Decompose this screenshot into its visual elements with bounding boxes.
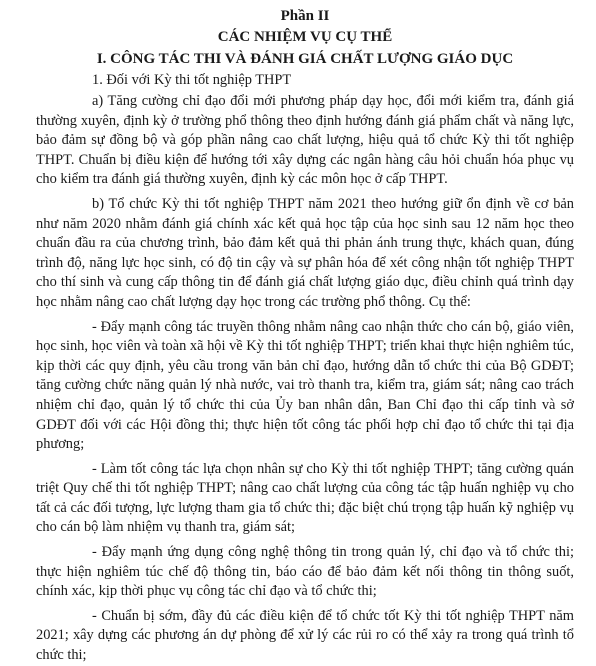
bullet-preparation: - Chuẩn bị sớm, đầy đủ các điều kiện để tổ chức tốt Kỳ thi tốt nghiệp THPT năm 2021; xây dựng các phương án dự phòng để xử lý các rủi ro có thể xảy ra trong quá trình tổ chức thi; xyxy=(36,607,574,664)
bullet-technology: - Đẩy mạnh ứng dụng công nghệ thông tin trong quản lý, chỉ đạo và tổ chức thi; thực hiện nghiêm túc chế độ thông tin, báo cáo để bảo đảm kết nối thông tin thông suốt, chính xác, kịp thời phục vụ công tác chỉ đạo và tổ chức thi; xyxy=(36,544,574,600)
bullet-communication: - Đẩy mạnh công tác truyền thông nhằm nâng cao nhận thức cho cán bộ, giáo viên, học sinh, học viên và toàn xã hội về Kỳ thi tốt nghiệp THPT; triển khai thực hiện nghiêm túc, kịp thời các quy định, yêu cầu trong văn bản chỉ đạo, hướng dẫn tổ chức thi của Bộ GDĐT; tăng cường chức năng quản lý nhà nước, vai trò thanh tra, kiểm tra, giám sát; nâng cao trách nhiệm chỉ đạo, quản lý tổ chức thi của Ủy ban nhân dân, Ban Chỉ đạo thi cấp tỉnh và sở GDĐT đối với các Hội đồng thi; thực hiện tốt công tác phối hợp chỉ đạo tổ chức thi tại địa phương; xyxy=(36,318,574,453)
bullet-personnel: - Làm tốt công tác lựa chọn nhân sự cho Kỳ thi tốt nghiệp THPT; tăng cường quán triệt Quy chế thi tốt nghiệp THPT; nâng cao chất lượng của công tác tập huấn nghiệp vụ cho tất cả các đối tượng, lực lượng tham gia tổ chức thi; đặc biệt chú trọng tập huấn kỹ nghiệp vụ cho cán bộ làm nhiệm vụ thanh tra, giám sát; xyxy=(36,460,574,536)
section-heading: I. CÔNG TÁC THI VÀ ĐÁNH GIÁ CHẤT LƯỢNG GIÁO DỤC xyxy=(96,51,514,67)
document-title: CÁC NHIỆM VỤ CỤ THỂ xyxy=(217,29,393,45)
subsection-heading: 1. Đối với Kỳ thi tốt nghiệp THPT xyxy=(92,72,292,88)
paragraph-a: a) Tăng cường chỉ đạo đổi mới phương pháp dạy học, đổi mới kiểm tra, đánh giá thường xuyên, định kỳ ở trường phổ thông theo định hướng đánh giá phẩm chất và năng lực, bảo đảm sự đồng bộ và góp phần nâng cao chất lượng, hiệu quả tổ chức Kỳ thi tốt nghiệp THPT. Chuẩn bị điều kiện để hướng tới xây dựng các ngân hàng câu hỏi chuẩn hóa phục vụ cho kiểm tra đánh giá thường xuyên, định kỳ các môn học ở cấp THPT. xyxy=(36,93,574,188)
part-label: Phần II xyxy=(280,8,330,24)
paragraph-b: b) Tổ chức Kỳ thi tốt nghiệp THPT năm 2021 theo hướng giữ ổn định về cơ bản như năm 2020 nhằm đánh giá chính xác kết quả học tập của học sinh sau 12 năm học theo chuẩn đầu ra của chương trình, bảo đảm kết quả thi phản ánh trung thực, khách quan, đúng trình độ, năng lực học sinh, có độ tin cậy và sự phân hóa để xét công nhận tốt nghiệp THPT cho thí sinh và cung cấp thông tin để đánh giá chất lượng giáo dục, điều chỉnh quá trình dạy học nhằm nâng cao chất lượng dạy học trong các trường phổ thông. Cụ thể: xyxy=(36,195,574,310)
